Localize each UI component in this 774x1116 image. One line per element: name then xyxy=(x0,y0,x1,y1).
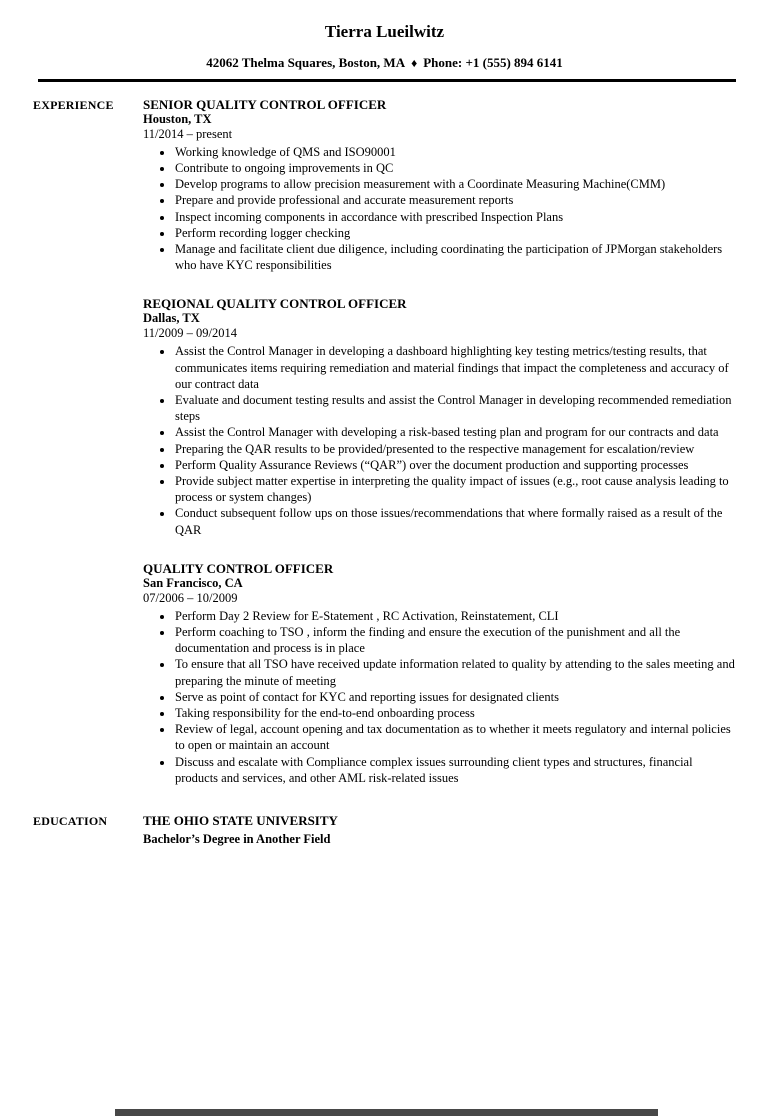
diamond-icon: ♦ xyxy=(411,55,418,70)
bullet-item: • Prepare and provide professional and accurate measurement reports xyxy=(174,192,736,208)
experience-content xyxy=(143,97,736,786)
bullet-item: • Working knowledge of QMS and ISO90001 xyxy=(174,144,736,160)
contact-line xyxy=(33,55,736,71)
job-title: QUALITY CONTROL OFFICER xyxy=(143,560,334,576)
job-location: Houston, TX xyxy=(143,111,212,126)
header-rule xyxy=(38,79,736,82)
school-name: THE OHIO STATE UNIVERSITY xyxy=(143,812,338,828)
bullet-item: • Review of legal, account opening and tax documentation as to whether it meets regulatory and internal policies to open or maintain an account xyxy=(174,721,736,753)
degree: Bachelor’s Degree in Another Field xyxy=(143,831,331,846)
job-entry xyxy=(143,296,736,537)
education-label: EDUCATION xyxy=(33,813,108,828)
job-location: San Francisco, CA xyxy=(143,575,243,590)
bullet-item: • Perform Quality Assurance Reviews (“QAR”) over the document production and supporting processes xyxy=(174,457,736,473)
bullet-item: • Manage and facilitate client due diligence, including coordinating the participation of JPMorgan stakeholders who have KYC responsibilities xyxy=(174,241,736,273)
address-text: 42062 Thelma Squares, Boston, MA xyxy=(206,54,406,70)
bullet-list xyxy=(143,343,736,537)
bullet-item: • Serve as point of contact for KYC and reporting issues for designated clients xyxy=(174,689,736,705)
education-content xyxy=(143,813,736,847)
bullet-item: • Develop programs to allow precision measurement with a Coordinate Measuring Machine(CMM) xyxy=(174,176,736,192)
job-dates: 11/2009 – 09/2014 xyxy=(143,326,237,341)
resume-name: Tierra Lueilwitz xyxy=(324,22,445,41)
bullet-item: • Discuss and escalate with Compliance complex issues surrounding client types and structures, financial products and services, and other AML risk-related issues xyxy=(174,754,736,786)
bullet-list xyxy=(143,608,736,786)
bullet-item: • Assist the Control Manager with developing a risk-based testing plan and program for our contracts and data xyxy=(174,424,736,440)
job-title: REQIONAL QUALITY CONTROL OFFICER xyxy=(143,296,407,312)
bullet-item: • Perform Day 2 Review for E-Statement , RC Activation, Reinstatement, CLI xyxy=(174,608,736,624)
job-entry xyxy=(143,97,736,274)
bullet-item: • Inspect incoming components in accordance with prescribed Inspection Plans xyxy=(174,209,736,225)
job-location: Dallas, TX xyxy=(143,311,200,326)
job-entry xyxy=(143,561,736,786)
job-dates: 11/2014 – present xyxy=(143,126,233,141)
bullet-item: • To ensure that all TSO have received update information related to quality by attending to the sales meeting and preparing the minute of meeting xyxy=(174,656,736,688)
education-section xyxy=(33,813,736,847)
job-title: SENIOR QUALITY CONTROL OFFICER xyxy=(143,96,387,112)
experience-label: EXPERIENCE xyxy=(33,97,114,112)
bullet-item: • Assist the Control Manager in developing a dashboard highlighting key testing metrics/testing results, that communicates items requiring remediation and material findings that impact the completeness and accuracy of our contract data xyxy=(174,343,736,392)
bullet-item: • Conduct subsequent follow ups on those issues/recommendations that where formally raised as a result of the QAR xyxy=(174,505,736,537)
bullet-item: • Perform coaching to TSO , inform the finding and ensure the execution of the punishment and all the documentation and process is in place xyxy=(174,624,736,656)
experience-section xyxy=(33,97,736,786)
job-dates: 07/2006 – 10/2009 xyxy=(143,590,238,605)
bullet-item: • Taking responsibility for the end-to-end onboarding process xyxy=(174,705,736,721)
bullet-item: • Evaluate and document testing results and assist the Control Manager in developing recommended remediation steps xyxy=(174,392,736,424)
bullet-item: • Perform recording logger checking xyxy=(174,225,736,241)
bullet-item: • Contribute to ongoing improvements in QC xyxy=(174,160,736,176)
bullet-item: • Provide subject matter expertise in interpreting the quality impact of issues (e.g., root cause analysis leading to process or system changes) xyxy=(174,473,736,505)
phone-text: Phone: +1 (555) 894 6141 xyxy=(423,54,563,70)
footer-bar xyxy=(115,1109,658,1116)
bullet-item: • Preparing the QAR results to be provided/presented to the respective management for escalation/review xyxy=(174,441,736,457)
bullet-list xyxy=(143,144,736,274)
header xyxy=(33,0,736,82)
